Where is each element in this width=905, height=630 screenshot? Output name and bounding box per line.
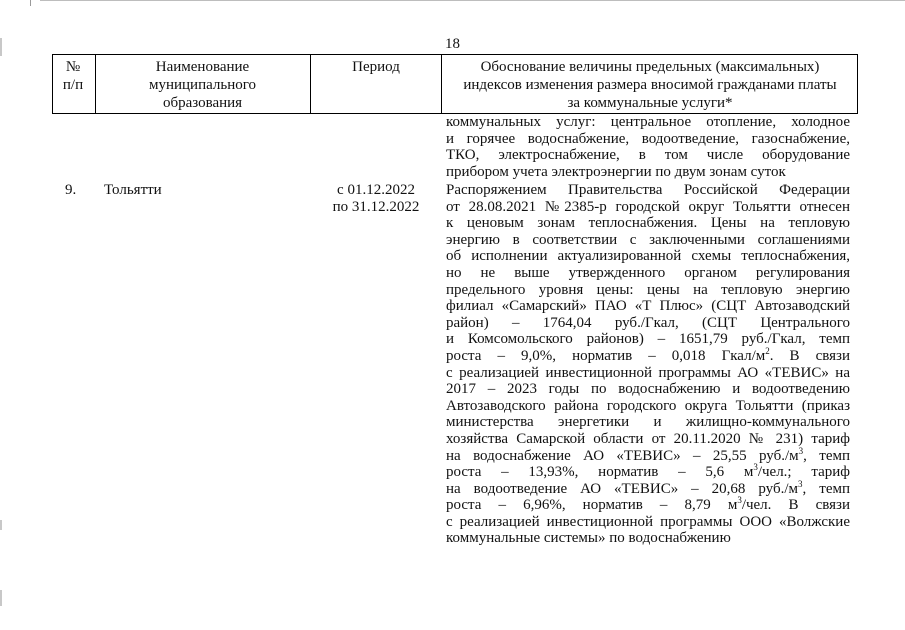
text-line: филиал «Самарский» ПАО «Т Плюс» (СЦТ Автозаводский bbox=[446, 298, 850, 315]
text-line: на водоснабжение АО «ТЕВИС» – 25,55 $руб./м^3$, темп bbox=[446, 445, 851, 464]
table-divider bbox=[95, 54, 96, 114]
header-name: Наименование муниципального образования bbox=[148, 59, 257, 111]
text-line: коммунальных услуг: центральное отопление, холодное bbox=[446, 114, 850, 130]
text-line: и Комсомольского районов) – 1651,79 руб./Гкал, темп bbox=[446, 331, 850, 348]
header-num: № п/п bbox=[62, 59, 84, 93]
text-line: об исполнении актуализированной схемы теплоснабжения, bbox=[446, 248, 850, 265]
text-line: прибором учета электроэнергии по двум зонам суток bbox=[446, 163, 786, 180]
page-number: 18 bbox=[445, 36, 460, 52]
text-line: министерства энергетики и жилищно-коммунального bbox=[446, 414, 850, 431]
margin-mark bbox=[0, 590, 2, 606]
table-border-left bbox=[52, 54, 53, 114]
text-line: роста – 13,93%, норматив – 5,6 $м^3$/чел.; тариф bbox=[446, 462, 850, 481]
superscript: 3 bbox=[798, 478, 803, 489]
text-line: Распоряжением Правительства Российской Федерации bbox=[446, 182, 850, 198]
superscript: 3 bbox=[753, 462, 758, 473]
continuation-text bbox=[446, 114, 850, 180]
table-header bbox=[52, 54, 858, 114]
superscript: 2 bbox=[765, 345, 770, 356]
municipality-name: Тольятти bbox=[104, 182, 162, 198]
text-line: и горячее водоснабжение, водоотведение, газоснабжение, bbox=[446, 130, 850, 147]
text-line: с реализацией инвестиционной программы АО «ТЕВИС» на bbox=[446, 364, 850, 381]
text-line: на водоотведение АО «ТЕВИС» – 20,68 $руб./м^3$, темп bbox=[446, 478, 850, 497]
text-line: с реализацией инвестиционной программы ООО «Волжские bbox=[446, 513, 850, 530]
header-period: Период bbox=[352, 59, 400, 75]
table-divider bbox=[441, 54, 442, 114]
superscript: 3 bbox=[737, 495, 742, 506]
text-line: Автозаводского района городского округа Тольятти (приказ bbox=[446, 397, 850, 414]
text-line: но не выше утвержденного органом регулирования bbox=[446, 264, 850, 281]
header-basis: Обоснование величины предельных (максимальных) индексов изменения размера вносимой гражданами платы за коммунальные услуги* bbox=[463, 59, 837, 111]
period bbox=[312, 182, 440, 215]
scan-edge-line bbox=[40, 0, 905, 1]
text-line: хозяйства Самарской области от 20.11.2020 № 231) тариф bbox=[446, 430, 850, 447]
text-line: роста – 9,0%, норматив – 0,018 Гкал/$м^2$. В связи bbox=[446, 345, 850, 364]
basis-text bbox=[446, 182, 850, 547]
row-number: 9. bbox=[65, 182, 77, 198]
text-line: ТКО, электроснабжение, в том числе оборудование bbox=[446, 147, 850, 164]
text-line: район) – 1764,04 руб./Гкал, (СЦТ Центрального bbox=[446, 314, 850, 331]
text-line: 2017 – 2023 годы по водоснабжению и водоотведению bbox=[446, 381, 850, 398]
text-line: энергию в соответствии с заключенными соглашениями bbox=[446, 231, 850, 248]
table-border-right bbox=[857, 54, 858, 114]
period-from: с 01.12.2022 bbox=[337, 182, 415, 198]
text-line: от 28.08.2021 №2385-р городской округ Тольятти отнесен bbox=[446, 198, 850, 215]
scan-corner-mark bbox=[30, 0, 31, 6]
text-line: предельного уровня цены: цены на тепловую энергию bbox=[446, 281, 850, 298]
superscript: 3 bbox=[798, 445, 804, 456]
period-to: по 31.12.2022 bbox=[332, 198, 420, 215]
margin-mark bbox=[0, 520, 2, 530]
text-line: к ценовым зонам теплоснабжения. Цены на тепловую bbox=[446, 215, 850, 232]
table-divider bbox=[310, 54, 311, 114]
text-line: роста – 6,96%, норматив – 8,79 $м^3$/чел. В связи bbox=[446, 495, 850, 514]
text-line: коммунальные системы» по водоснабжению bbox=[446, 530, 731, 547]
